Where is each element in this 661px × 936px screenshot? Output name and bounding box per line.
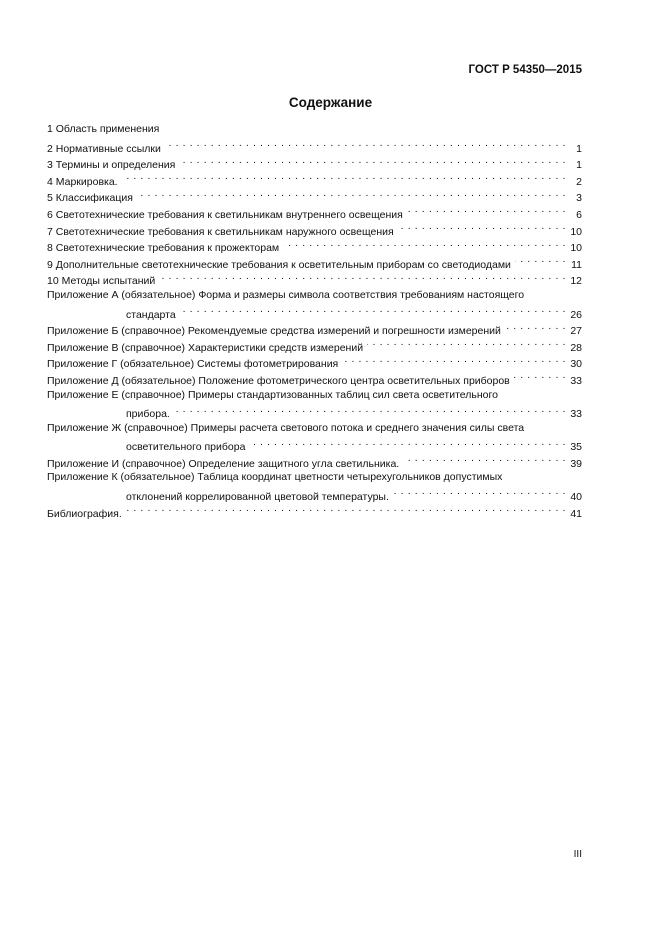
toc-item-page: 40 [570, 491, 582, 504]
toc-item-label: 9 Дополнительные светотехнические требования к осветительным приборам со светодиодами [47, 258, 511, 271]
toc-item-page: 1 [576, 159, 582, 172]
toc-item-label-continued: прибора. [126, 408, 170, 421]
toc-item-label: Приложение Б (справочное) Рекомендуемые средства измерений и погрешности измерений [47, 325, 501, 338]
table-of-contents [47, 121, 582, 519]
leader-dots [180, 304, 566, 318]
toc-item-page: 35 [570, 441, 582, 454]
toc-item[interactable] [47, 370, 582, 387]
toc-item-label-continued: стандарта [126, 308, 176, 321]
document-id: ГОСТ Р 54350—2015 [468, 64, 582, 76]
toc-item-label: 6 Светотехнические требования к светильникам внутреннего освещения [47, 208, 403, 221]
toc-item-label-continued: осветительного прибора [126, 441, 246, 454]
toc-item-page: 10 [570, 225, 582, 238]
toc-item[interactable] [47, 469, 582, 486]
toc-item-page: 3 [576, 192, 582, 205]
leader-dots [159, 270, 566, 284]
leader-dots [514, 370, 566, 384]
toc-item[interactable] [47, 121, 582, 138]
toc-item-label: 5 Классификация [47, 192, 133, 205]
toc-item-label: 8 Светотехнические требования к прожекторам [47, 242, 280, 255]
toc-item[interactable] [47, 221, 582, 238]
toc-item[interactable] [47, 138, 582, 155]
page-title: Содержание [288, 95, 373, 110]
leader-dots [249, 436, 566, 450]
leader-dots [283, 237, 566, 251]
toc-item-page: 2 [576, 175, 582, 188]
toc-item-label: Приложение А (обязательное) Форма и размеры символа соответствия требованиям настоящего [47, 288, 525, 301]
leader-dots [122, 171, 566, 185]
toc-item-page: 28 [570, 341, 582, 354]
leader-dots [505, 320, 566, 334]
toc-item[interactable] [47, 503, 582, 520]
toc-item-page: 39 [570, 457, 582, 470]
toc-item-label: 2 Нормативные ссылки [47, 142, 161, 155]
toc-item-label: Приложение Г (обязательное) Системы фотометрирования [47, 358, 339, 371]
toc-item-label: Приложение Д (обязательное) Положение фотометрического центра осветительных приборов [47, 374, 510, 387]
toc-item[interactable] [47, 337, 582, 354]
toc-item-label-continued: отклонений коррелированной цветовой температуры. [126, 491, 389, 504]
toc-item[interactable] [47, 254, 582, 271]
leader-dots [367, 337, 566, 351]
toc-item[interactable] [47, 204, 582, 221]
toc-item-page: 26 [570, 308, 582, 321]
toc-item-continuation[interactable] [47, 486, 582, 503]
leader-dots [137, 187, 566, 201]
leader-dots [165, 138, 566, 152]
toc-item-label: Приложение Ж (справочное) Примеры расчета светового потока и среднего значения силы света [47, 421, 525, 434]
leader-dots [179, 154, 566, 168]
toc-item[interactable] [47, 187, 582, 204]
toc-item-page: 30 [570, 358, 582, 371]
toc-item-page: 6 [576, 208, 582, 221]
leader-dots [515, 254, 566, 268]
toc-item-page: 10 [570, 242, 582, 255]
leader-dots [398, 221, 566, 235]
toc-item[interactable] [47, 420, 582, 437]
toc-item-label: 7 Светотехнические требования к светильникам наружного освещения [47, 225, 394, 238]
toc-item-page: 33 [570, 408, 582, 421]
toc-item-page: 41 [570, 507, 582, 520]
toc-item-label: Приложение К (обязательное) Таблица координат цветности четырехугольников допустимых [47, 471, 503, 484]
toc-item-page: 12 [570, 275, 582, 288]
leader-dots [407, 204, 566, 218]
toc-item-page: 11 [571, 258, 582, 271]
toc-item-page: 27 [570, 325, 582, 338]
toc-item[interactable] [47, 453, 582, 470]
leader-dots [126, 503, 566, 517]
toc-item-label: 4 Маркировка. [47, 175, 118, 188]
toc-item[interactable] [47, 270, 582, 287]
toc-item-continuation[interactable] [47, 436, 582, 453]
toc-item[interactable] [47, 353, 582, 370]
toc-item-label: Приложение В (справочное) Характеристики средств измерений [47, 341, 364, 354]
toc-item-continuation[interactable] [47, 304, 582, 321]
page-number: III [573, 849, 582, 860]
toc-item-page: 1 [576, 142, 582, 155]
toc-item-page: 33 [570, 374, 582, 387]
toc-item-label: Приложение Е (справочное) Примеры стандартизованных таблиц сил света осветительного [47, 388, 498, 401]
leader-dots [342, 353, 566, 367]
toc-item-label: Библиография. [47, 507, 122, 520]
leader-dots [174, 403, 566, 417]
toc-item[interactable] [47, 171, 582, 188]
leader-dots [393, 486, 566, 500]
toc-item[interactable] [47, 287, 582, 304]
toc-item-label: 3 Термины и определения [47, 159, 176, 172]
toc-item-label: 1 Область применения [47, 123, 160, 135]
toc-item[interactable] [47, 154, 582, 171]
toc-item-label: 10 Методы испытаний [47, 275, 156, 288]
toc-item-continuation[interactable] [47, 403, 582, 420]
toc-item[interactable] [47, 237, 582, 254]
toc-item[interactable] [47, 320, 582, 337]
toc-item-label: Приложение И (справочное) Определение защитного угла светильника. [47, 457, 400, 470]
leader-dots [403, 453, 566, 467]
